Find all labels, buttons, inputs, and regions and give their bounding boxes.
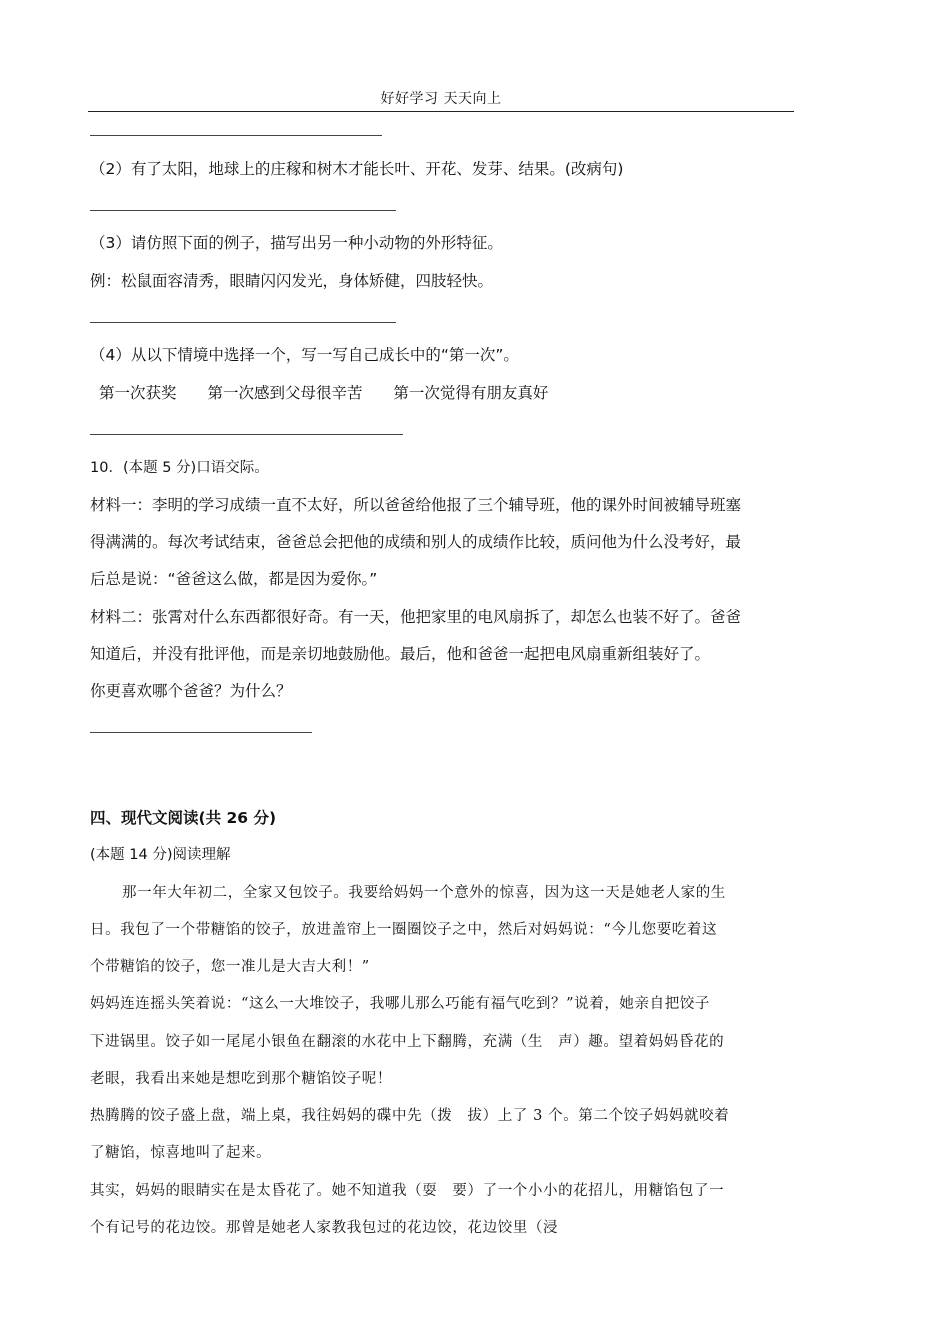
header-rule — [88, 111, 794, 112]
example-text: 例：松鼠面容清秀，眼睛闪闪发光，身体矫健，四肢轻快。 — [90, 272, 494, 290]
option-list — [99, 381, 574, 403]
passage-line: 个带糖馅的饺子，您一准儿是大吉大利！” — [90, 959, 370, 975]
passage-line: 老眼，我看出来她是想吃到那个糖馅饺子呢！ — [90, 1071, 392, 1087]
question-10-prompt: 你更喜欢哪个爸爸？为什么？ — [90, 682, 292, 700]
question-9-3: （3）请仿照下面的例子，描写出另一种小动物的外形特征。 — [90, 234, 503, 252]
answer-line[interactable] — [90, 322, 396, 323]
material-2-line: 知道后，并没有批评他，而是亲切地鼓励他。最后，他和爸爸一起把电风扇重新组装好了。 — [90, 645, 711, 663]
option-item: 第一次获奖 — [99, 384, 177, 402]
passage-line: 热腾腾的饺子盛上盘，端上桌，我往妈妈的碟中先（拨 拔）上了 3 个。第二个饺子妈妈就咬着 — [90, 1108, 730, 1124]
section-4-subtitle: (本题 14 分)阅读理解 — [90, 847, 231, 863]
material-1-line: 得满满的。每次考试结束，爸爸总会把他的成绩和别人的成绩作比较，质问他为什么没考好，最 — [90, 533, 742, 551]
passage-line: 那一年大年初二，全家又包饺子。我要给妈妈一个意外的惊喜，因为这一天是她老人家的生 — [122, 885, 726, 901]
passage-line: 个有记号的花边饺。那曾是她老人家教我包过的花边饺，花边饺里（浸 — [90, 1220, 559, 1236]
option-item: 第一次觉得有朋友真好 — [393, 384, 549, 402]
answer-line[interactable] — [90, 135, 382, 136]
question-9-2: （2）有了太阳，地球上的庄稼和树木才能长叶、开花、发芽、结果。(改病句) — [90, 160, 624, 178]
answer-line[interactable] — [90, 732, 312, 733]
question-9-4: （4）从以下情境中选择一个，写一写自己成长中的“第一次”。 — [90, 346, 519, 364]
material-2-line: 材料二：张霄对什么东西都很好奇。有一天，他把家里的电风扇拆了，却怎么也装不好了。爸爸 — [90, 608, 742, 626]
passage-line: 下进锅里。饺子如一尾尾小银鱼在翻滚的水花中上下翻腾，充满（生 声）趣。望着妈妈昏花的 — [90, 1034, 725, 1050]
section-4-title: 四、现代文阅读(共 26 分) — [90, 809, 277, 827]
passage-line: 了糖馅，惊喜地叫了起来。 — [90, 1145, 272, 1161]
passage-line: 妈妈连连摇头笑着说：“这么一大堆饺子，我哪儿那么巧能有福气吃到？”说着，她亲自把饺子 — [90, 996, 711, 1012]
page-header: 好好学习 天天向上 — [380, 91, 502, 107]
question-10-title: 10．(本题 5 分)口语交际。 — [90, 460, 269, 476]
material-1-line: 材料一：李明的学习成绩一直不太好，所以爸爸给他报了三个辅导班，他的课外时间被辅导班塞 — [90, 496, 742, 514]
passage-line: 其实，妈妈的眼睛实在是太昏花了。她不知道我（耍 要）了一个小小的花招儿，用糖馅包了一 — [90, 1183, 725, 1199]
passage-line: 日。我包了一个带糖馅的饺子，放进盖帘上一圈圈饺子之中，然后对妈妈说：“今儿您要吃着这 — [90, 922, 718, 938]
answer-line[interactable] — [90, 210, 396, 211]
material-1-line: 后总是说：“爸爸这么做，都是因为爱你。” — [90, 570, 378, 588]
option-item: 第一次感到父母很辛苦 — [207, 384, 363, 402]
answer-line[interactable] — [90, 434, 403, 435]
